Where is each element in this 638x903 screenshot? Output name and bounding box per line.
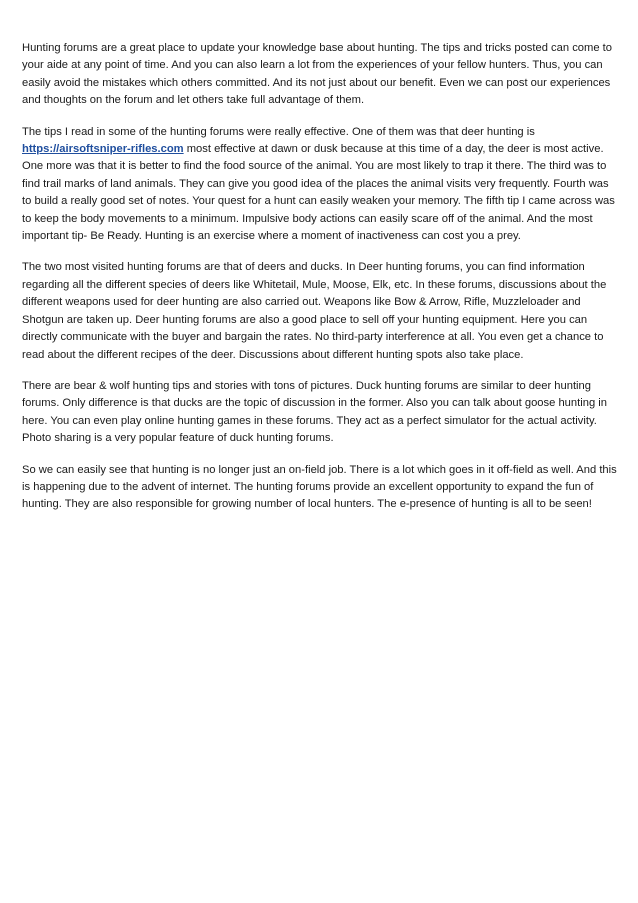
paragraph-tips-after: most effective at dawn or dusk because at this time of a day, the deer is most active. One more was that it is better to find the food source of the animal. You are most likely to trap it there. The third was to find trail marks of land animals. They can give you good idea of the places the animal visits very frequently. Fourth was to build a really good set of notes. Your quest for a hunt can easily weaken your memory. The fifth tip I came across was to keep the body movements to a minimum. Impulsive body actions can easily scare off of the animal. And the most important tip- Be Ready. Hunting is an exercise where a moment of inactiveness can cost you a prey. xyxy=(22,143,615,243)
paragraph-deer-duck-forums: The two most visited hunting forums are that of deers and ducks. In Deer hunting forums, you can find information regarding all the different species of deers like Whitetail, Mule, Moose, Elk, etc. In these forums, discussions about the different weapons used for deer hunting are also carried out. Weapons like Bow & Arrow, Rifle, Muzzleloader and Shotgun are taken up. Deer hunting forums are also a good place to sell off your hunting equipment. Here you can directly communicate with the buyer and bargain the rates. No third-party interference at all. You even get a chance to read about the different recipes of the deer. Discussions about different hunting spots also take place. xyxy=(22,261,607,361)
paragraph-conclusion: So we can easily see that hunting is no longer just an on-field job. There is a lot which goes in it off-field as well. And this is happening due to the advent of internet. The hunting forums provide an excellent opportunity to expand the fun of hunting. They are also responsible for growing number of local hunters. The e-presence of hunting is all to be seen! xyxy=(22,463,617,511)
paragraph-tips-before: The tips I read in some of the hunting forums were really effective. One of them was that deer hunting is xyxy=(22,125,535,138)
site-link[interactable]: https://airsoftsniper-rifles.com xyxy=(22,143,184,156)
document-body xyxy=(22,40,618,528)
paragraph-bear-wolf: There are bear & wolf hunting tips and stories with tons of pictures. Duck hunting forums are similar to deer hunting forums. Only difference is that ducks are the topic of discussion in the former. Also you can talk about goose hunting in here. You can even play online hunting games in these forums. They act as a perfect simulator for the actual activity. Photo sharing is a very popular feature of duck hunting forums. xyxy=(22,379,607,445)
paragraph-intro: Hunting forums are a great place to update your knowledge base about hunting. The tips and tricks posted can come to your aide at any point of time. And you can also learn a lot from the experiences of your fellow hunters. Thus, you can easily avoid the mistakes which others committed. And its not just about our benefit. Even we can post our experiences and thoughts on the forum and let others take full advantage of them. xyxy=(22,42,612,107)
paragraph-tips xyxy=(22,124,618,246)
